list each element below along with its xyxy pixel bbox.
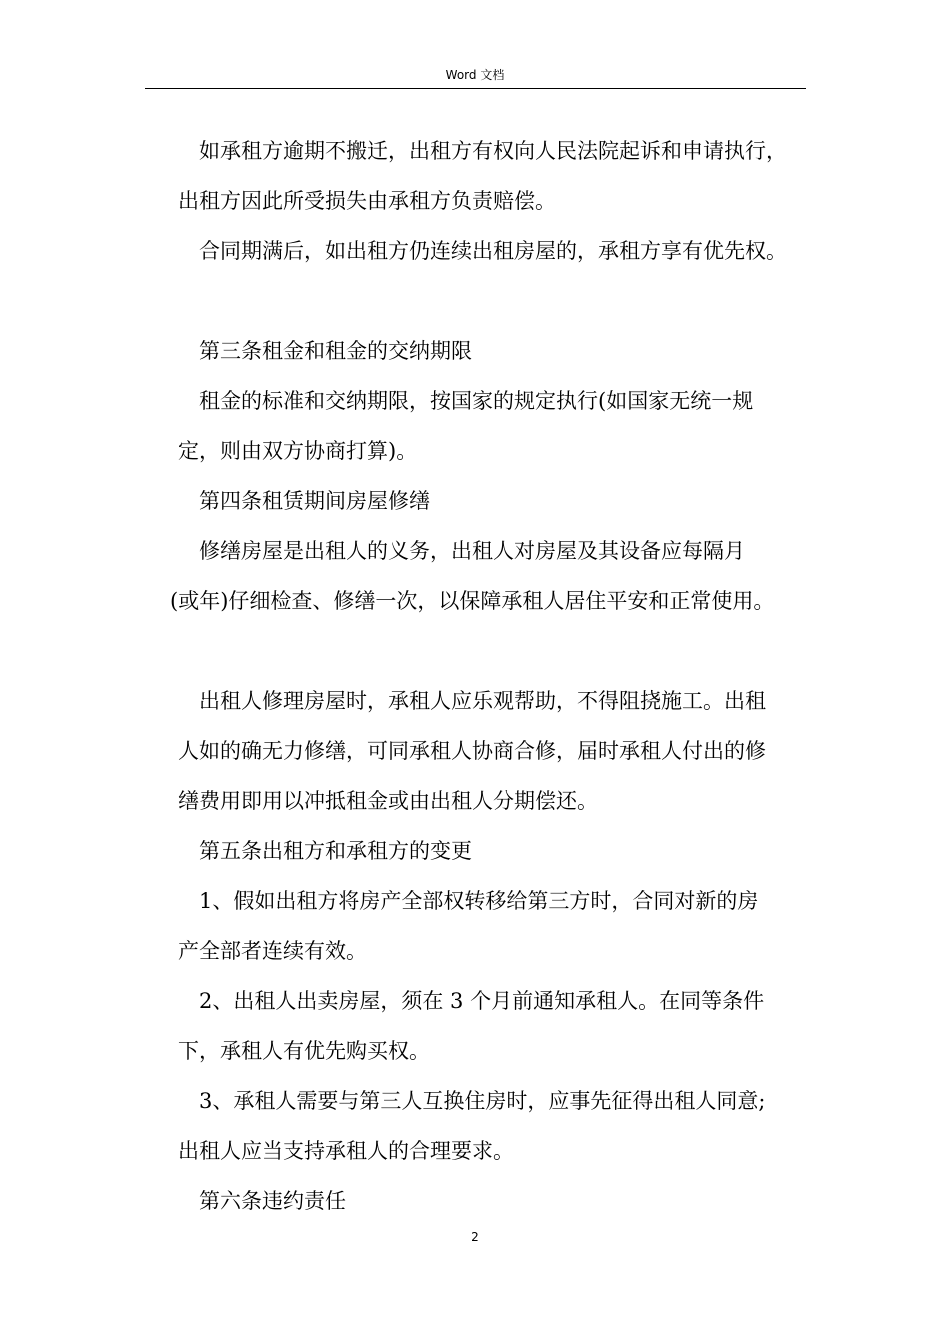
text-line: 3、承租人需要与第三人互换住房时，应事先征得出租人同意;: [199, 1089, 766, 1113]
blank-line: [178, 626, 818, 676]
text-line: (或年)仔细检查、修缮一次，以保障承租人居住平安和正常使用。: [170, 589, 775, 613]
text-line: 缮费用即用以冲抵租金或由出租人分期偿还。: [178, 789, 598, 813]
text-line: 2、出租人出卖房屋，须在 3 个月前通知承租人。在同等条件: [199, 989, 765, 1013]
text-line: 出租人修理房屋时，承租人应乐观帮助，不得阻挠施工。出租: [199, 689, 766, 713]
text-line: 修缮房屋是出租人的义务，出租人对房屋及其设备应每隔月: [199, 539, 745, 563]
page-number: 2: [471, 1230, 479, 1244]
text-line: 如承租方逾期不搬迁，出租方有权向人民法院起诉和申请执行，: [199, 139, 787, 163]
document-header-title: Word 文档: [445, 68, 505, 82]
section-heading: 第四条租赁期间房屋修缮: [199, 489, 430, 513]
text-line: 人如的确无力修缮，可同承租人协商合修，届时承租人付出的修: [178, 739, 766, 763]
text-line: 合同期满后，如出租方仍连续出租房屋的，承租方享有优先权。: [199, 239, 787, 263]
text-line: 1、假如出租方将房产全部权转移给第三方时，合同对新的房: [199, 889, 759, 913]
text-line: 定，则由双方协商打算)。: [178, 439, 418, 463]
document-body: [170, 126, 818, 1226]
text-line: 出租方因此所受损失由承租方负责赔偿。: [178, 189, 556, 213]
text-line: 租金的标准和交纳期限，按国家的规定执行(如国家无统一规: [199, 389, 754, 413]
text-line: 下，承租人有优先购买权。: [178, 1039, 430, 1063]
blank-line: [178, 276, 818, 326]
section-heading: 第五条出租方和承租方的变更: [199, 839, 472, 863]
text-line: 产全部者连续有效。: [178, 939, 367, 963]
section-heading: 第六条违约责任: [199, 1189, 346, 1213]
text-line: 出租人应当支持承租人的合理要求。: [178, 1139, 514, 1163]
section-heading: 第三条租金和租金的交纳期限: [199, 339, 472, 363]
header-divider: [145, 88, 806, 89]
